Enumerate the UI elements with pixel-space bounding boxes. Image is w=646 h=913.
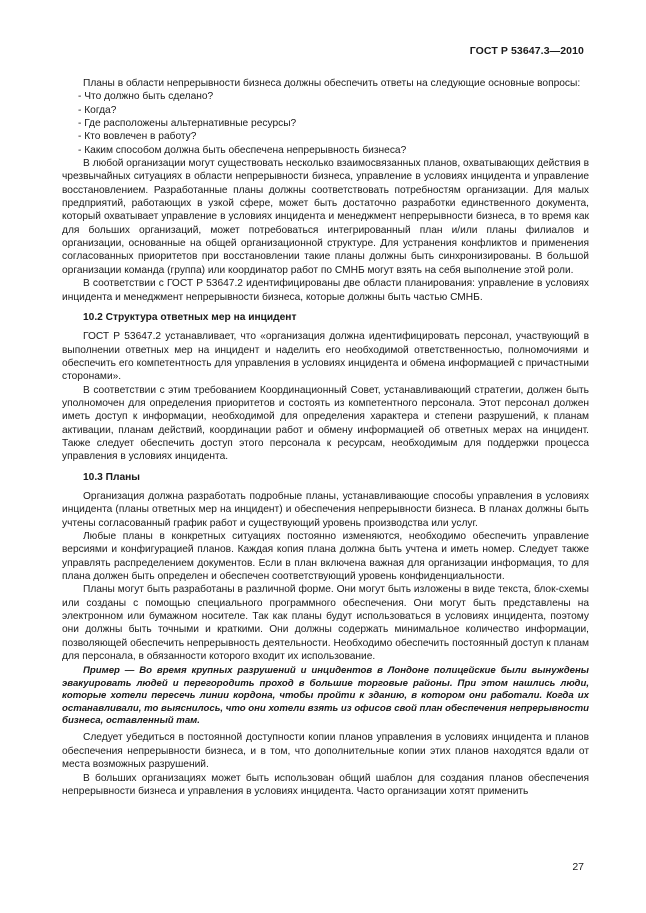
body-paragraph: Следует убедиться в постоянной доступности копии планов управления в условиях инцидента и планов обеспечения непрерывности бизнеса, и в том, что дополнительные копии этих планов находятся вдали от места возможных разрушений. [62,732,589,771]
body-paragraph: В любой организации могут существовать несколько взаимосвязанных планов, охватывающих действия в чрезвычайных ситуациях в области непрерывности бизнеса, управление в условиях инцидента и управление восстановлением. Разработанные планы должны соответствовать потребностям организации. Для малых предприятий, работающих в узкой сфере, может быть достаточно разработки единственного документа, который охватывает управление в условиях инцидента и менеджмент непрерывности бизнеса, в то время как для больших организаций, может потребоваться интегрированный план и/или планы филиалов и организации, основанные на общей организационной структуре. Для устранения конфликтов и применения согласованных приоритетов при восстановлении такие планы должны быть синхронизированы. В большой организации команда (группа) или координатор работ по СМНБ могут взять на себя выполнение этой роли. [62,158,589,276]
intro-paragraph: Планы в области непрерывности бизнеса должны обеспечить ответы на следующие основные вопросы: [83,78,581,89]
body-paragraph: Любые планы в конкретных ситуациях постоянно изменяются, необходимо обеспечить управление версиями и конфигурацией планов. Каждая копия плана должна быть учтена и иметь номер. Следует также управлять распределением документов. Если в план включена важная для организации информация, то для плана должен быть определен и обеспечен соответствующий уровень конфиденциальности. [62,531,589,583]
question-item: - Где расположены альтернативные ресурсы? [78,118,297,130]
section-heading-10-2: 10.2 Структура ответных мер на инцидент [83,311,297,323]
body-paragraph: Планы могут быть разработаны в различной форме. Они могут быть изложены в виде текста, блок-схемы или созданы с помощью специального программного обеспечения. Они могут быть представлены на электронном или бумажном носителе. Так как планы будут использоваться в условиях инцидента, поэтому они должны быть точными и краткими. Они должны содержать минимальное количество информации, позволяющей обеспечить непрерывность деятельности. Необходимо обеспечить постоянный доступ к планам для персонала, в обязанности которого входит их использование. [62,584,589,663]
question-item: - Каким способом должна быть обеспечена непрерывность бизнеса? [78,144,407,156]
standard-designation: ГОСТ Р 53647.3—2010 [469,45,584,57]
body-paragraph: ГОСТ Р 53647.2 устанавливает, что «организация должна идентифицировать персонал, участвующий в выполнении ответных мер на инцидент и наделить его необходимой ответственностью, полномочиями и обеспечить его компетентность для управления в условиях инцидента и обмена информацией с причастными сторонами». [62,331,589,383]
question-item: - Когда? [78,104,117,116]
body-paragraph: Организация должна разработать подробные планы, устанавливающие способы управления в условиях инцидента (планы ответных мер на инцидент) и обеспечения непрерывности бизнеса. В планах должны быть учтены согласованный график работ и существующий уровень производства или услуг. [62,490,589,529]
page-number: 27 [572,861,584,873]
section-heading-10-3: 10.3 Планы [83,471,140,483]
page-body [62,77,589,798]
body-paragraph: В соответствии с этим требованием Координационный Совет, устанавливающий стратегии, должен быть уполномочен для определения приоритетов и состоять из компетентного персонала. Этот персонал должен иметь доступ к информации, необходимой для определения характера и степени разрушений, к планам активации, планам действий, координации работ и обмену информацией об ответных мерах на инцидент. Также следует обеспечить доступ этого персонала к ресурсам, необходимым для поддержки процесса управления в условиях инцидента. [62,384,589,463]
question-item: - Кто вовлечен в работу? [78,131,197,143]
body-paragraph: В больших организациях может быть использован общий шаблон для создания планов обеспечения непрерывности бизнеса и управления в условиях инцидента. Часто организации хотят применить [62,772,589,797]
body-paragraph: В соответствии с ГОСТ Р 53647.2 идентифицированы две области планирования: управление в условиях инцидента и менеджмент непрерывности бизнеса, которые должны быть частью СМНБ. [62,278,589,303]
example-note: Пример — Во время крупных разрушений и инцидентов в Лондоне полицейские были вынуждены эвакуировать людей и перегородить проход в большие торговые районы. При этом нашлись люди, которые хотели пересечь линии кордона, чтобы пройти к зданию, в котором они работали. Когда их останавливали, то выяснилось, что они хотели взять из офисов свой план обеспечения непрерывности бизнеса, оставленный там. [62,665,589,727]
question-item: - Что должно быть сделано? [78,91,214,103]
